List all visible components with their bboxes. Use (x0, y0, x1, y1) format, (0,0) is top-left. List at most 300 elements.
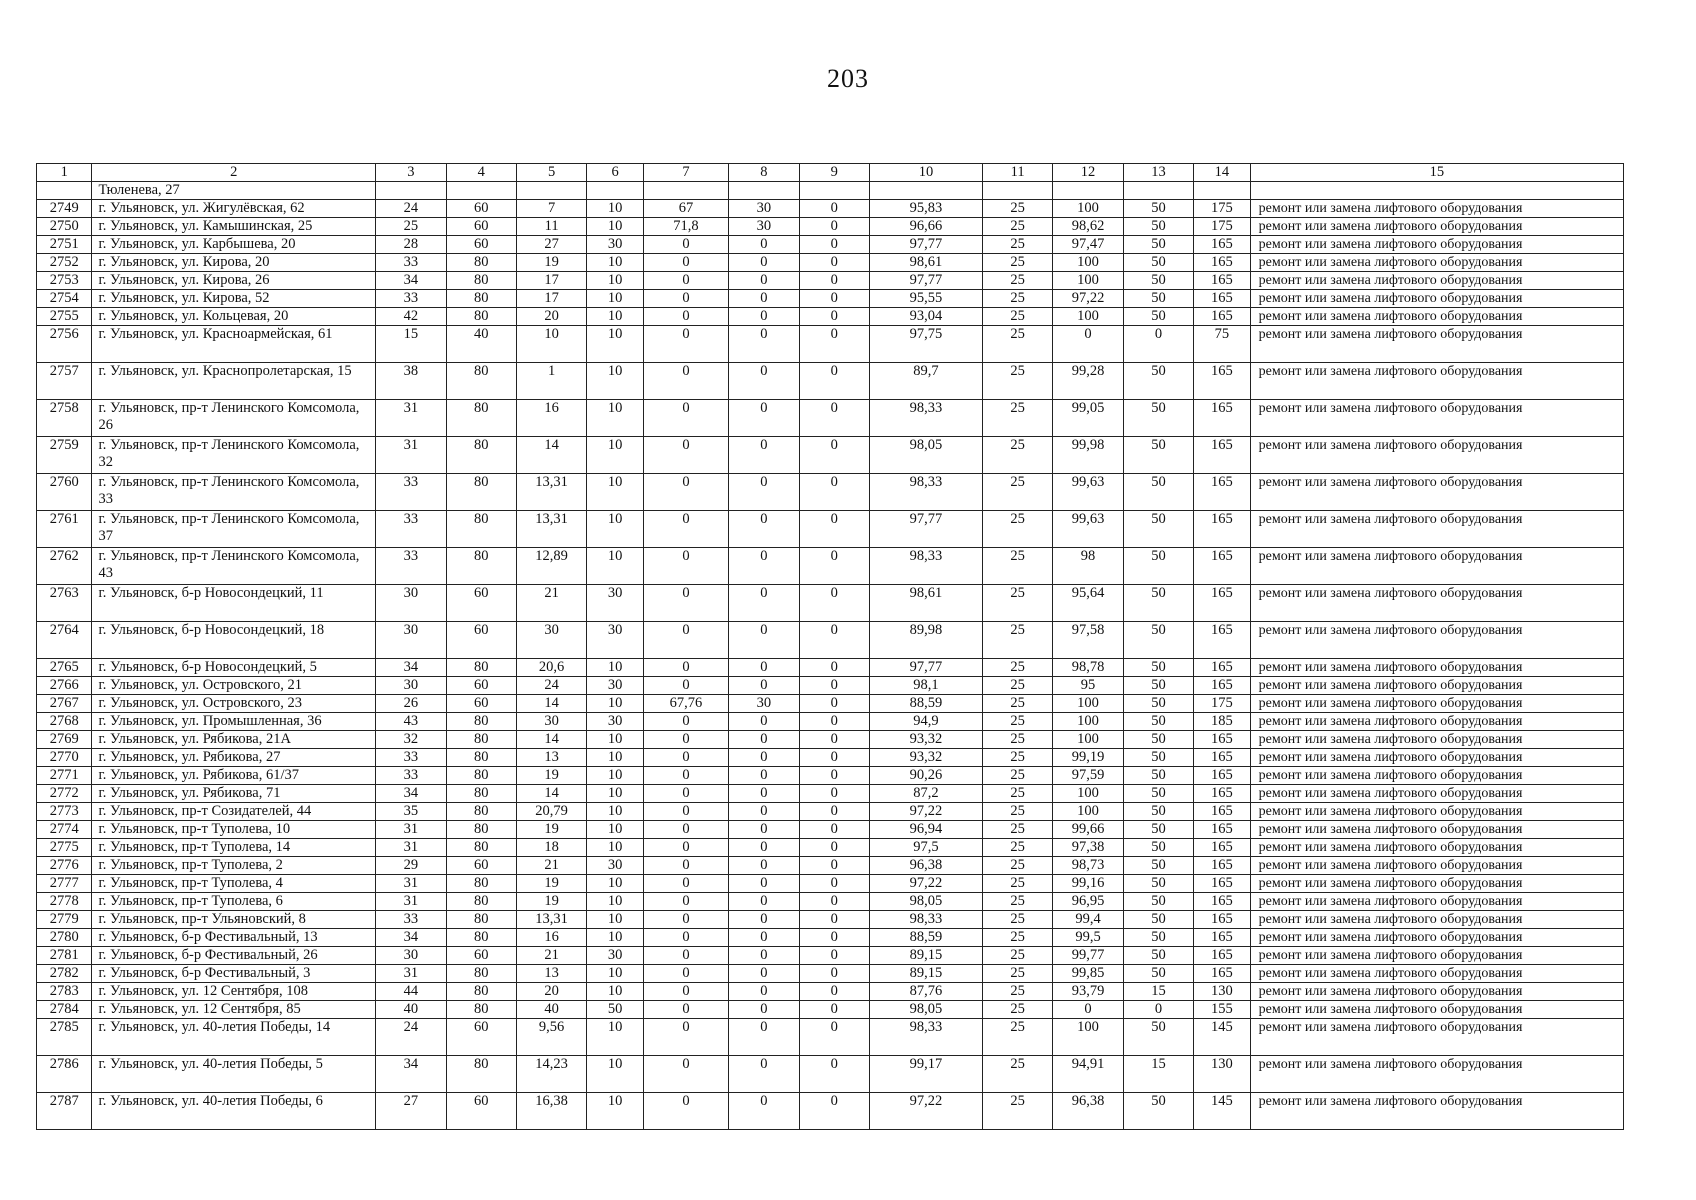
cell-work-type: ремонт или замена лифтового оборудования (1250, 1056, 1623, 1093)
cell-col3: 30 (376, 677, 446, 695)
cell-col7: 71,8 (643, 218, 728, 236)
cell-col14: 130 (1194, 983, 1251, 1001)
cell-col11: 25 (982, 767, 1052, 785)
cell-col9: 0 (799, 731, 869, 749)
cell-col13: 0 (1123, 1001, 1193, 1019)
cell-col4: 80 (446, 893, 516, 911)
cell-col12: 0 (1053, 1001, 1123, 1019)
column-header-2: 2 (92, 164, 376, 182)
table-row (37, 437, 1624, 474)
cell-index: 2778 (37, 893, 92, 911)
cell-col9: 0 (799, 326, 869, 363)
cell-index: 2755 (37, 308, 92, 326)
cell-col12: 100 (1053, 200, 1123, 218)
cell-col13: 50 (1123, 474, 1193, 511)
cell-address: г. Ульяновск, ул. Островского, 21 (92, 677, 376, 695)
cell-col5: 16 (516, 929, 586, 947)
cell-col5: 18 (516, 839, 586, 857)
cell-work-type: ремонт или замена лифтового оборудования (1250, 731, 1623, 749)
cell-col13: 50 (1123, 290, 1193, 308)
cell-col5: 19 (516, 893, 586, 911)
cell-col12: 100 (1053, 785, 1123, 803)
cell-col3: 34 (376, 785, 446, 803)
cell-work-type: ремонт или замена лифтового оборудования (1250, 254, 1623, 272)
cell-col10: 98,33 (869, 911, 982, 929)
cell-col12: 94,91 (1053, 1056, 1123, 1093)
cell-work-type: ремонт или замена лифтового оборудования (1250, 236, 1623, 254)
cell-col9: 0 (799, 548, 869, 585)
cell-col6: 10 (587, 929, 644, 947)
cell-col8: 0 (729, 400, 799, 437)
cell-col3: 24 (376, 1019, 446, 1056)
cell-index: 2749 (37, 200, 92, 218)
cell-col10: 98,33 (869, 474, 982, 511)
cell-col7: 0 (643, 839, 728, 857)
cell-col8: 0 (729, 839, 799, 857)
cell-col11: 25 (982, 713, 1052, 731)
cell-work-type: ремонт или замена лифтового оборудования (1250, 400, 1623, 437)
cell-col7: 0 (643, 713, 728, 731)
column-header-11: 11 (982, 164, 1052, 182)
cell-col3: 42 (376, 308, 446, 326)
cell-col9: 0 (799, 875, 869, 893)
cell-col12: 99,5 (1053, 929, 1123, 947)
cell-address: г. Ульяновск, ул. Рябикова, 27 (92, 749, 376, 767)
cell-col4: 60 (446, 622, 516, 659)
cell-work-type: ремонт или замена лифтового оборудования (1250, 437, 1623, 474)
cell-col7: 0 (643, 875, 728, 893)
cell-col9: 0 (799, 965, 869, 983)
cell-col14: 185 (1194, 713, 1251, 731)
cell-col13: 50 (1123, 767, 1193, 785)
cell-work-type: ремонт или замена лифтового оборудования (1250, 659, 1623, 677)
cell-col10: 87,76 (869, 983, 982, 1001)
cell-col14: 165 (1194, 363, 1251, 400)
cell-col10: 87,2 (869, 785, 982, 803)
cell-col4: 60 (446, 585, 516, 622)
cell-col10: 89,98 (869, 622, 982, 659)
cell-col4: 80 (446, 767, 516, 785)
cell-col7: 0 (643, 749, 728, 767)
cell-col4: 80 (446, 474, 516, 511)
cell-col13: 50 (1123, 254, 1193, 272)
cell-index: 2753 (37, 272, 92, 290)
cell-col3: 30 (376, 585, 446, 622)
cell-address: г. Ульяновск, ул. 40-летия Победы, 5 (92, 1056, 376, 1093)
cell-col9: 0 (799, 254, 869, 272)
cell-col9: 0 (799, 511, 869, 548)
table-row (37, 659, 1624, 677)
cell-col6: 10 (587, 290, 644, 308)
cell-col11: 25 (982, 857, 1052, 875)
cell-col9: 0 (799, 200, 869, 218)
cell-col6: 10 (587, 218, 644, 236)
cell-col7: 0 (643, 857, 728, 875)
cell-col12: 100 (1053, 308, 1123, 326)
cell-col13: 50 (1123, 677, 1193, 695)
cell-col10: 93,32 (869, 749, 982, 767)
cell-col4: 80 (446, 785, 516, 803)
cell-col10: 99,17 (869, 1056, 982, 1093)
cell-address: г. Ульяновск, б-р Новосондецкий, 18 (92, 622, 376, 659)
cell-col9: 0 (799, 400, 869, 437)
cell-col4: 80 (446, 983, 516, 1001)
cell-col13: 50 (1123, 713, 1193, 731)
cell-col8: 0 (729, 749, 799, 767)
cell-col10: 97,22 (869, 875, 982, 893)
cell-col5: 7 (516, 200, 586, 218)
cell-address: г. Ульяновск, ул. Карбышева, 20 (92, 236, 376, 254)
column-header-7: 7 (643, 164, 728, 182)
cell-col5: 20 (516, 983, 586, 1001)
cell-address: г. Ульяновск, ул. 40-летия Победы, 14 (92, 1019, 376, 1056)
cell-work-type: ремонт или замена лифтового оборудования (1250, 875, 1623, 893)
cell-col12: 97,58 (1053, 622, 1123, 659)
table-row (37, 857, 1624, 875)
cell-address: г. Ульяновск, пр-т Туполева, 2 (92, 857, 376, 875)
cell-work-type: ремонт или замена лифтового оборудования (1250, 363, 1623, 400)
table-row (37, 947, 1624, 965)
cell-index: 2752 (37, 254, 92, 272)
cell-col6: 10 (587, 326, 644, 363)
cell-work-type: ремонт или замена лифтового оборудования (1250, 290, 1623, 308)
cell-col14: 165 (1194, 839, 1251, 857)
cell-col5: 24 (516, 677, 586, 695)
cell-work-type: ремонт или замена лифтового оборудования (1250, 713, 1623, 731)
cell-col14: 165 (1194, 659, 1251, 677)
cell-col4: 80 (446, 803, 516, 821)
cell-col4: 80 (446, 731, 516, 749)
table-body (37, 182, 1624, 1130)
cell-col8: 0 (729, 965, 799, 983)
cell-col5: 13,31 (516, 511, 586, 548)
cell-col10: 98,61 (869, 254, 982, 272)
table-row (37, 1001, 1624, 1019)
table-row (37, 965, 1624, 983)
cell-col14: 165 (1194, 785, 1251, 803)
cell-col6: 10 (587, 308, 644, 326)
cell-col10: 93,04 (869, 308, 982, 326)
cell-col5: 14 (516, 695, 586, 713)
cell-col5: 30 (516, 713, 586, 731)
cell-col4: 80 (446, 965, 516, 983)
cell-address: г. Ульяновск, пр-т Туполева, 6 (92, 893, 376, 911)
cell-col4: 80 (446, 659, 516, 677)
cell-col8: 0 (729, 929, 799, 947)
cell-col11: 25 (982, 548, 1052, 585)
cell-col3: 30 (376, 947, 446, 965)
cell-col7: 0 (643, 511, 728, 548)
cell-col6: 10 (587, 983, 644, 1001)
cell-col8: 0 (729, 659, 799, 677)
cell-index: 2779 (37, 911, 92, 929)
cell-col12: 98,78 (1053, 659, 1123, 677)
cell-col8: 0 (729, 254, 799, 272)
cell-col10: 96,66 (869, 218, 982, 236)
cell-col9: 0 (799, 1001, 869, 1019)
cell-col12: 99,63 (1053, 474, 1123, 511)
cell-col13: 50 (1123, 911, 1193, 929)
cell-index: 2751 (37, 236, 92, 254)
cell-col9: 0 (799, 911, 869, 929)
cell-col3: 28 (376, 236, 446, 254)
cell-col6: 10 (587, 511, 644, 548)
cell-index: 2759 (37, 437, 92, 474)
column-header-4: 4 (446, 164, 516, 182)
cell-col11: 25 (982, 1019, 1052, 1056)
cell-col12: 98 (1053, 548, 1123, 585)
cell-col7: 67,76 (643, 695, 728, 713)
table-row (37, 585, 1624, 622)
cell-col10: 96,94 (869, 821, 982, 839)
cell-col3: 27 (376, 1093, 446, 1130)
cell-col5: 9,56 (516, 1019, 586, 1056)
cell-col9: 0 (799, 821, 869, 839)
cell-col4: 40 (446, 326, 516, 363)
cell-col10: 97,5 (869, 839, 982, 857)
column-header-8: 8 (729, 164, 799, 182)
register-table (36, 163, 1624, 1130)
cell-index (37, 182, 92, 200)
cell-index: 2762 (37, 548, 92, 585)
column-header-13: 13 (1123, 164, 1193, 182)
cell-col3: 34 (376, 1056, 446, 1093)
cell-col7: 67 (643, 200, 728, 218)
cell-col10: 98,05 (869, 1001, 982, 1019)
cell-col13: 50 (1123, 839, 1193, 857)
cell-col8: 0 (729, 911, 799, 929)
cell-address: г. Ульяновск, ул. Камышинская, 25 (92, 218, 376, 236)
cell-col13: 50 (1123, 622, 1193, 659)
cell-index: 2768 (37, 713, 92, 731)
cell-col6: 10 (587, 803, 644, 821)
cell-index: 2766 (37, 677, 92, 695)
cell-col3: 34 (376, 929, 446, 947)
cell-col3: 33 (376, 511, 446, 548)
cell-col13: 50 (1123, 749, 1193, 767)
cell-col3: 32 (376, 731, 446, 749)
cell-col10: 98,05 (869, 437, 982, 474)
cell-col8: 0 (729, 1056, 799, 1093)
table-row (37, 363, 1624, 400)
cell-col10: 89,15 (869, 947, 982, 965)
cell-col14: 165 (1194, 290, 1251, 308)
cell-col11: 25 (982, 622, 1052, 659)
cell-col9: 0 (799, 236, 869, 254)
cell-col13: 50 (1123, 585, 1193, 622)
cell-col7: 0 (643, 983, 728, 1001)
cell-col4: 60 (446, 236, 516, 254)
cell-col6: 10 (587, 911, 644, 929)
cell-col7: 0 (643, 308, 728, 326)
cell-address: г. Ульяновск, ул. 12 Сентября, 85 (92, 1001, 376, 1019)
cell-index: 2785 (37, 1019, 92, 1056)
cell-address: г. Ульяновск, пр-т Ленинского Комсомола, 32 (92, 437, 376, 474)
cell-index: 2776 (37, 857, 92, 875)
cell-col7: 0 (643, 659, 728, 677)
cell-work-type: ремонт или замена лифтового оборудования (1250, 308, 1623, 326)
cell-address: г. Ульяновск, пр-т Созидателей, 44 (92, 803, 376, 821)
cell-col14: 165 (1194, 622, 1251, 659)
cell-col7: 0 (643, 821, 728, 839)
cell-col11: 25 (982, 731, 1052, 749)
cell-col3: 31 (376, 965, 446, 983)
table-row (37, 983, 1624, 1001)
cell-address: г. Ульяновск, ул. Кольцевая, 20 (92, 308, 376, 326)
table-row (37, 731, 1624, 749)
cell-col12: 100 (1053, 731, 1123, 749)
cell-col9: 0 (799, 839, 869, 857)
cell-col13: 50 (1123, 200, 1193, 218)
cell-col3: 33 (376, 911, 446, 929)
cell-col5: 20,6 (516, 659, 586, 677)
cell-col14: 165 (1194, 474, 1251, 511)
table-row (37, 749, 1624, 767)
cell-work-type: ремонт или замена лифтового оборудования (1250, 803, 1623, 821)
cell-col9: 0 (799, 677, 869, 695)
cell-col9: 0 (799, 272, 869, 290)
cell-col8: 0 (729, 548, 799, 585)
table-row (37, 272, 1624, 290)
cell-col3: 33 (376, 254, 446, 272)
cell-address: г. Ульяновск, ул. Рябикова, 21А (92, 731, 376, 749)
cell-work-type: ремонт или замена лифтового оборудования (1250, 857, 1623, 875)
cell-col12: 100 (1053, 272, 1123, 290)
cell-index: 2770 (37, 749, 92, 767)
cell-col3: 44 (376, 983, 446, 1001)
cell-col9: 0 (799, 893, 869, 911)
cell-col13: 50 (1123, 929, 1193, 947)
cell-col11: 25 (982, 785, 1052, 803)
cell-col14: 165 (1194, 929, 1251, 947)
cell-col3: 33 (376, 474, 446, 511)
cell-col7: 0 (643, 400, 728, 437)
table-row (37, 1019, 1624, 1056)
cell-col7: 0 (643, 474, 728, 511)
cell-col5: 40 (516, 1001, 586, 1019)
cell-address: Тюленева, 27 (92, 182, 376, 200)
cell-work-type: ремонт или замена лифтового оборудования (1250, 585, 1623, 622)
cell-col12: 100 (1053, 713, 1123, 731)
cell-col6: 10 (587, 254, 644, 272)
cell-index: 2760 (37, 474, 92, 511)
cell-col6: 10 (587, 400, 644, 437)
cell-col14: 165 (1194, 893, 1251, 911)
cell-col13: 0 (1123, 326, 1193, 363)
cell-col9: 0 (799, 695, 869, 713)
cell-col9: 0 (799, 929, 869, 947)
cell-col14: 130 (1194, 1056, 1251, 1093)
cell-index: 2758 (37, 400, 92, 437)
cell-col5: 21 (516, 585, 586, 622)
cell-col14: 165 (1194, 308, 1251, 326)
cell-col11: 25 (982, 929, 1052, 947)
cell-col3: 31 (376, 400, 446, 437)
cell-col8: 0 (729, 326, 799, 363)
cell-col5: 19 (516, 767, 586, 785)
table-row (37, 803, 1624, 821)
cell-col4: 80 (446, 308, 516, 326)
cell-col10: 97,77 (869, 272, 982, 290)
cell-col5: 16,38 (516, 1093, 586, 1130)
column-header-10: 10 (869, 164, 982, 182)
cell-col9: 0 (799, 308, 869, 326)
cell-col5: 12,89 (516, 548, 586, 585)
cell-col10: 96,38 (869, 857, 982, 875)
cell-col4: 80 (446, 713, 516, 731)
table-row (37, 875, 1624, 893)
cell-work-type: ремонт или замена лифтового оборудования (1250, 911, 1623, 929)
cell-work-type: ремонт или замена лифтового оборудования (1250, 785, 1623, 803)
cell-col10: 88,59 (869, 929, 982, 947)
cell-col11: 25 (982, 1001, 1052, 1019)
cell-col9: 0 (799, 947, 869, 965)
cell-col3: 33 (376, 548, 446, 585)
cell-col14: 165 (1194, 677, 1251, 695)
cell-address: г. Ульяновск, ул. 40-летия Победы, 6 (92, 1093, 376, 1130)
cell-col14: 165 (1194, 437, 1251, 474)
cell-work-type: ремонт или замена лифтового оборудования (1250, 1001, 1623, 1019)
cell-index: 2783 (37, 983, 92, 1001)
cell-col7: 0 (643, 585, 728, 622)
cell-col5: 20,79 (516, 803, 586, 821)
cell-index: 2763 (37, 585, 92, 622)
table-row (37, 929, 1624, 947)
cell-index: 2767 (37, 695, 92, 713)
cell-address: г. Ульяновск, ул. Рябикова, 61/37 (92, 767, 376, 785)
table-row (37, 308, 1624, 326)
cell-col8: 0 (729, 236, 799, 254)
cell-col9: 0 (799, 1019, 869, 1056)
cell-col11: 25 (982, 821, 1052, 839)
cell-col11: 25 (982, 363, 1052, 400)
cell-col10: 97,77 (869, 511, 982, 548)
cell-col4: 80 (446, 821, 516, 839)
cell-address: г. Ульяновск, ул. Краснопролетарская, 15 (92, 363, 376, 400)
cell-col6: 30 (587, 622, 644, 659)
cell-col12: 99,4 (1053, 911, 1123, 929)
cell-work-type: ремонт или замена лифтового оборудования (1250, 200, 1623, 218)
cell-col3: 35 (376, 803, 446, 821)
cell-col8: 0 (729, 1019, 799, 1056)
cell-col11: 25 (982, 474, 1052, 511)
cell-col7: 0 (643, 731, 728, 749)
cell-col5: 20 (516, 308, 586, 326)
cell-index: 2769 (37, 731, 92, 749)
cell-col6: 10 (587, 785, 644, 803)
cell-work-type: ремонт или замена лифтового оборудования (1250, 1093, 1623, 1130)
cell-col11: 25 (982, 200, 1052, 218)
cell-col13: 15 (1123, 1056, 1193, 1093)
cell-col11: 25 (982, 803, 1052, 821)
column-header-9: 9 (799, 164, 869, 182)
cell-col8: 0 (729, 785, 799, 803)
cell-col14: 165 (1194, 911, 1251, 929)
cell-address: г. Ульяновск, ул. Кирова, 52 (92, 290, 376, 308)
cell-col8: 0 (729, 857, 799, 875)
cell-col8: 0 (729, 1093, 799, 1130)
cell-col10: 97,77 (869, 236, 982, 254)
table-row (37, 1093, 1624, 1130)
cell-col13: 50 (1123, 659, 1193, 677)
cell-col12: 99,77 (1053, 947, 1123, 965)
cell-col4: 80 (446, 400, 516, 437)
cell-col3: 31 (376, 821, 446, 839)
cell-index: 2787 (37, 1093, 92, 1130)
cell-col11: 25 (982, 218, 1052, 236)
cell-col12: 100 (1053, 803, 1123, 821)
cell-col13: 50 (1123, 400, 1193, 437)
